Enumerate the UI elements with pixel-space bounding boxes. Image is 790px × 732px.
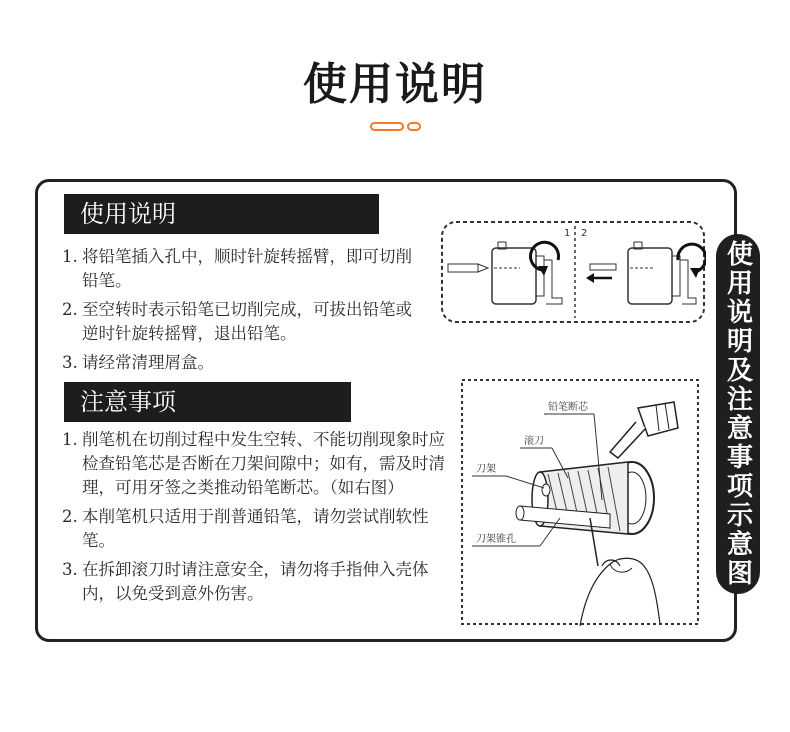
title-decoration-icon: [370, 122, 422, 132]
usage-heading: 使用说明: [64, 194, 379, 234]
step-2-illustration: [586, 242, 706, 304]
label-hob: 滚刀: [524, 436, 544, 447]
list-item: 3. 请经常清理屑盒。: [62, 353, 214, 372]
side-tab: [716, 234, 760, 594]
step-1-illustration: [448, 242, 562, 304]
step-1-label: 1: [564, 228, 571, 239]
list-item: 2. 至空转时表示铅笔已切削完成，可拔出铅笔或逆时针旋转摇臂，退出铅笔。: [62, 300, 412, 343]
label-holder: 刀架: [476, 464, 496, 475]
notes-heading: 注意事项: [64, 382, 351, 422]
label-broken-lead: 铅笔断芯: [548, 402, 588, 413]
step-2-label: 2: [581, 228, 588, 239]
side-tab-label: 使用说明及注意事项示意图: [722, 240, 753, 588]
page-title: 使用说明: [303, 59, 487, 110]
broken-lead-diagram: [460, 378, 700, 626]
notes-list: [62, 428, 447, 611]
usage-list: [62, 245, 422, 380]
list-item: 3. 在拆卸滚刀时请注意安全，请勿将手指伸入壳体内，以免受到意外伤害。: [62, 560, 429, 603]
list-item: 1. 削笔机在切削过程中发生空转、不能切削现象时应检查铅笔芯是否断在刀架间隙中；如有，需及时清理，可用牙签之类推动铅笔断芯。（如右图）: [62, 430, 445, 497]
label-holder-gap: 刀架锥孔: [476, 534, 516, 545]
list-item: 2. 本削笔机只适用于削普通铅笔，请勿尝试削软性笔。: [62, 507, 429, 550]
list-item: 1. 将铅笔插入孔中，顺时针旋转摇臂，即可切削铅笔。: [62, 247, 412, 290]
sharpening-steps-diagram: [440, 220, 706, 324]
